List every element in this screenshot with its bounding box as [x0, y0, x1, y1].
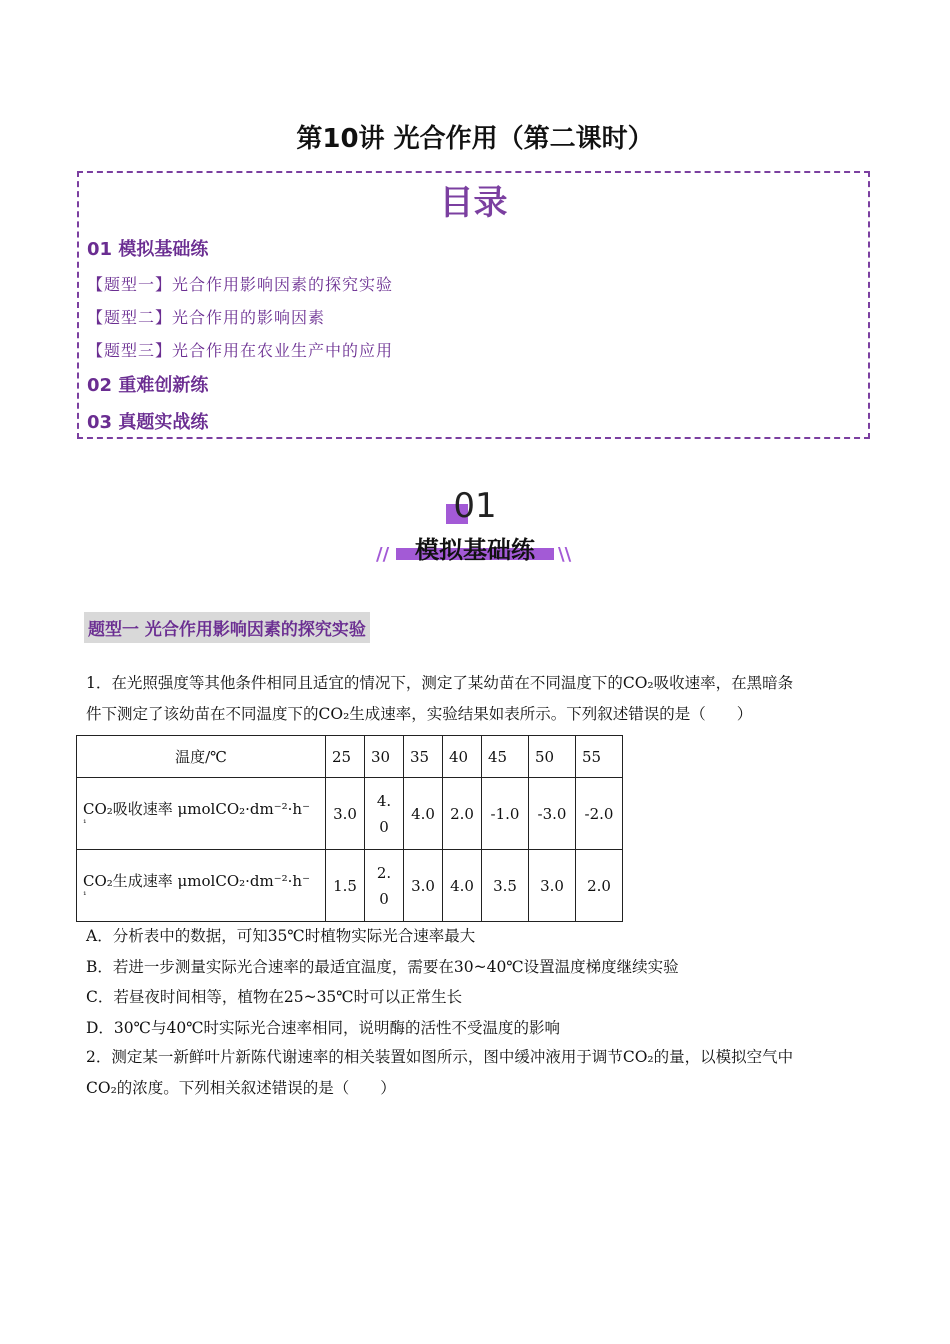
- table-row-header: [77, 736, 623, 778]
- banner-title: 模拟基础练: [415, 536, 535, 564]
- table-header-label: 温度/℃: [77, 736, 326, 778]
- question-2-stem-line-1: 2．测定某一新鲜叶片新陈代谢速率的相关装置如图所示，图中缓冲液用于调节CO₂的量，以模拟空气中: [86, 1048, 794, 1066]
- table-header-cell: 35: [404, 736, 443, 778]
- cell-line-2: 0: [379, 889, 389, 908]
- toc-item-type-2[interactable]: 【题型二】光合作用的影响因素: [87, 308, 326, 327]
- row-label-suffix: ¹: [83, 891, 87, 901]
- table-header-cell: 50: [529, 736, 576, 778]
- option-c[interactable]: C．若昼夜时间相等，植物在25~35℃时可以正常生长: [86, 988, 463, 1006]
- option-d[interactable]: D．30℃与40℃时实际光合速率相同，说明酶的活性不受温度的影响: [86, 1019, 561, 1037]
- option-a[interactable]: A．分析表中的数据，可知35℃时植物实际光合速率最大: [86, 927, 476, 945]
- cell-line-2: 0: [379, 817, 389, 836]
- table-cell: 3.0: [529, 850, 576, 922]
- row-label-text: CO₂吸收速率 μmolCO₂·dm⁻²·h⁻: [83, 800, 311, 818]
- question-1-stem-line-1: 1．在光照强度等其他条件相同且适宜的情况下，测定了某幼苗在不同温度下的CO₂吸收速率，在黑暗条: [86, 674, 794, 692]
- banner-left-mark: //: [376, 544, 390, 565]
- toc-section-1[interactable]: 01 模拟基础练: [87, 239, 209, 260]
- page-title: 第10讲 光合作用（第二课时）: [296, 124, 654, 154]
- cell-line-1: 4.: [376, 791, 392, 810]
- table-header-cell: 25: [326, 736, 365, 778]
- toc-section-2[interactable]: 02 重难创新练: [87, 375, 209, 396]
- question-2-stem-line-2: CO₂的浓度。下列相关叙述错误的是（ ）: [86, 1079, 396, 1097]
- toc-heading: 目录: [439, 183, 508, 223]
- row-label-text: CO₂生成速率 μmolCO₂·dm⁻²·h⁻: [83, 872, 311, 890]
- table-cell: -1.0: [482, 778, 529, 850]
- table-row-label: [77, 778, 326, 850]
- banner-right-mark: \\: [558, 544, 572, 565]
- table-cell: 3.0: [404, 850, 443, 922]
- question-type-heading: 题型一 光合作用影响因素的探究实验: [84, 612, 370, 643]
- section-banner: [0, 486, 950, 576]
- table-header-cell: 40: [443, 736, 482, 778]
- table-row-generation: [77, 850, 623, 922]
- toc-item-type-3[interactable]: 【题型三】光合作用在农业生产中的应用: [87, 341, 394, 360]
- row-label-suffix: ¹: [83, 819, 87, 829]
- table-cell: 2.0: [443, 778, 482, 850]
- table-cell: 4.0: [443, 850, 482, 922]
- table-cell: 4.0: [404, 778, 443, 850]
- table-cell: 2.0: [576, 850, 623, 922]
- toc-item-type-1[interactable]: 【题型一】光合作用影响因素的探究实验: [87, 275, 394, 294]
- table-cell: [365, 778, 404, 850]
- cell-line-1: 2.: [376, 863, 392, 882]
- table-header-cell: 55: [576, 736, 623, 778]
- table-cell: -2.0: [576, 778, 623, 850]
- table-row-absorption: [77, 778, 623, 850]
- table-cell: 1.5: [326, 850, 365, 922]
- question-2-stem: [86, 1042, 866, 1104]
- table-cell: 3.5: [482, 850, 529, 922]
- table-cell: -3.0: [529, 778, 576, 850]
- table-cell: [365, 850, 404, 922]
- toc-section-3[interactable]: 03 真题实战练: [87, 412, 209, 433]
- option-b[interactable]: B．若进一步测量实际光合速率的最适宜温度，需要在30~40℃设置温度梯度继续实验: [86, 958, 679, 976]
- data-table: [76, 735, 623, 922]
- question-1-stem-line-2: 件下测定了该幼苗在不同温度下的CO₂生成速率，实验结果如表所示。下列叙述错误的是（ ）: [86, 705, 753, 723]
- table-of-contents: [77, 171, 870, 439]
- table-header-cell: 30: [365, 736, 404, 778]
- table-cell: 3.0: [326, 778, 365, 850]
- table-header-cell: 45: [482, 736, 529, 778]
- question-1-stem: [86, 668, 866, 730]
- banner-number: 01: [453, 486, 497, 526]
- table-row-label: [77, 850, 326, 922]
